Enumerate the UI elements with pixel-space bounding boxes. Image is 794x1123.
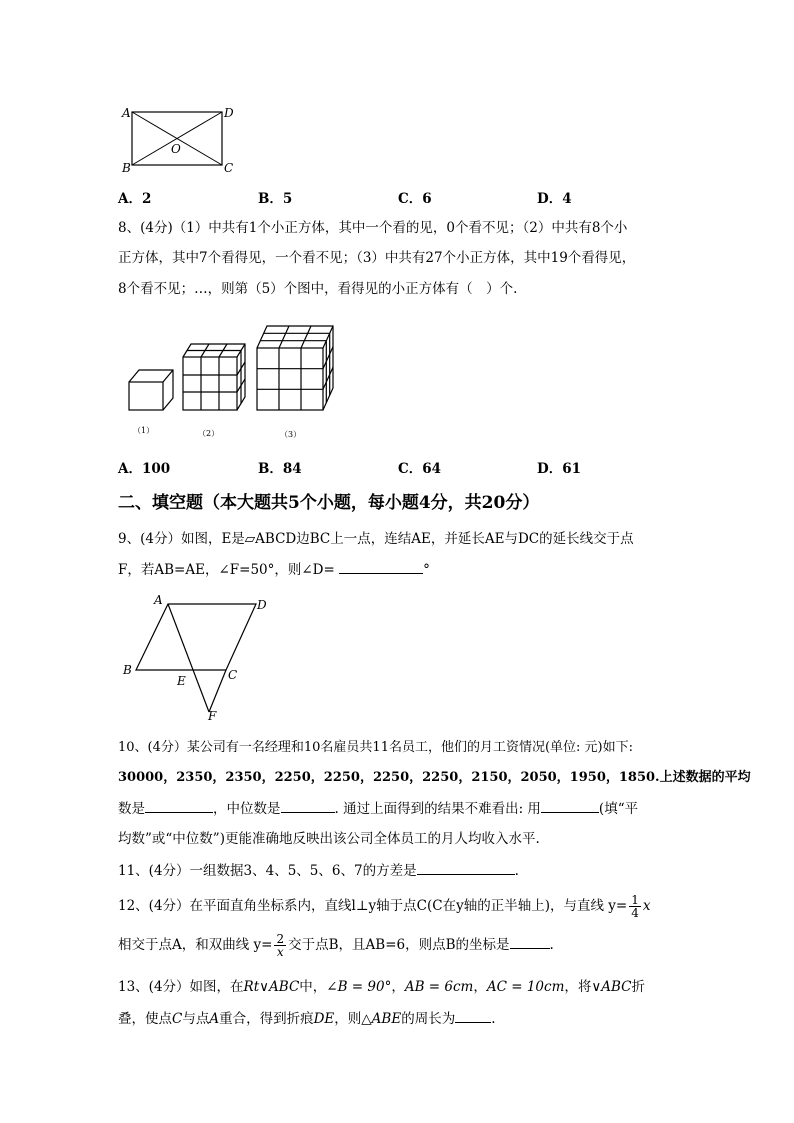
q13-text-i: 的周长为 xyxy=(401,1011,456,1027)
q11-text-b: . xyxy=(514,863,519,879)
q8-option-a: A．100 xyxy=(118,461,171,477)
q11-answer-blank[interactable] xyxy=(417,862,515,875)
q10-choice-blank[interactable] xyxy=(541,800,599,813)
q12-text-a: 12、(4分）在平面直角坐标系内，直线l⊥y轴于点C(C在y轴的正半轴上)，与直线 y= xyxy=(118,898,628,914)
q13-line-1: 13、(4分）如图，在Rt∨ABC中，∠B = 90°，AB = 6cm，AC = 10cm，将∨ABC折 xyxy=(118,979,646,995)
q9-parallelogram-figure xyxy=(118,592,283,722)
q12-frac1-den: 4 xyxy=(631,906,639,920)
q12-line-1 xyxy=(118,893,651,919)
q12-text-d: . xyxy=(549,937,554,953)
q12-frac1-num: 1 xyxy=(631,893,639,907)
section-2-title: 二、填空题（本大题共5个小题，每小题4分，共20分） xyxy=(118,493,540,513)
q12-line-2 xyxy=(118,932,554,958)
q13-ac: AC = 10cm xyxy=(486,979,565,995)
q7-label-c: C xyxy=(224,161,234,174)
q13-text-f: 与点 xyxy=(182,1011,210,1027)
q8-cube-label-3: （3） xyxy=(280,430,302,439)
q12-fraction-1 xyxy=(629,894,641,919)
q13-text-e: 叠，使点 xyxy=(118,1011,172,1027)
q8-option-b: B．84 xyxy=(258,461,302,477)
q13-point-c: C xyxy=(172,1011,183,1027)
q12-frac1-var: x xyxy=(642,898,651,914)
q13-answer-blank[interactable] xyxy=(455,1010,491,1023)
q9-text-b: ° xyxy=(423,562,430,578)
q13-text-j: . xyxy=(491,1011,496,1027)
q10-mean-blank[interactable] xyxy=(145,800,213,813)
q13-text-c: ，将 xyxy=(564,979,592,995)
q13-triangle: ∨ABC xyxy=(591,979,632,995)
cube-2 xyxy=(183,344,245,410)
q10-line-3 xyxy=(118,800,638,818)
q10-line-1: 10、(4分）某公司有一名经理和10名雇员共11名员工，他们的月工资情况(单位: 元)如下: xyxy=(118,740,634,755)
q13-text-d: 折 xyxy=(631,979,646,995)
q7-label-b: B xyxy=(122,161,131,174)
q12-frac2-num: 2 xyxy=(276,932,285,946)
q9-label-a: A xyxy=(154,593,163,607)
q7-option-b: B．5 xyxy=(258,191,293,207)
q7-option-a: A．2 xyxy=(118,191,152,207)
q8-option-c: C．64 xyxy=(398,461,442,477)
q9-text-a: F，若AB=AE，∠F=50°，则∠D= xyxy=(118,562,335,578)
q12-frac2-den: x xyxy=(276,945,284,959)
q7-option-c: C．6 xyxy=(398,191,432,207)
q9-label-c: C xyxy=(228,668,238,682)
q11-line xyxy=(118,862,519,880)
q13-text-h: ，则 xyxy=(334,1011,362,1027)
q8-line-2: 正方体，其中7个看得见，一个看不见；（3）中共有27个小正方体，其中19个看得见， xyxy=(118,250,636,266)
cube-1 xyxy=(129,370,173,410)
q10-line-4: 均数”或“中位数”)更能准确地反映出该公司全体员工的月人均收入水平. xyxy=(118,831,540,847)
q13-line-2 xyxy=(118,1010,496,1028)
q9-answer-blank[interactable] xyxy=(339,561,423,574)
cube-3 xyxy=(257,326,333,410)
q13-rt-triangle: Rt∨ABC xyxy=(243,979,300,995)
q7-label-a: A xyxy=(122,106,131,120)
q13-triangle-abe: △ABE xyxy=(361,1011,402,1027)
q12-answer-blank[interactable] xyxy=(510,936,550,949)
q9-label-f: F xyxy=(208,709,217,722)
q12-fraction-2 xyxy=(274,933,286,958)
q8-option-d: D．61 xyxy=(537,461,581,477)
q9-label-b: B xyxy=(123,663,132,677)
q10-text-a: 数是 xyxy=(118,801,145,817)
q7-label-d: D xyxy=(224,106,234,120)
q7-rectangle-figure xyxy=(118,102,238,174)
q7-label-o: O xyxy=(171,142,181,156)
q12-text-c: 交于点B，且AB=6，则点B的坐标是 xyxy=(288,937,510,953)
q7-option-d: D．4 xyxy=(537,191,572,207)
q10-text-c: . 通过上面得到的结果不难看出: 用 xyxy=(334,801,541,817)
q10-line-2: 30000，2350，2350，2250，2250，2250，2250，2150，2050，1950，1850.上述数据的平均 xyxy=(118,770,751,785)
q8-line-1: 8、(4分)（1）中共有1个小正方体，其中一个看的见，0个看不见；（2）中共有8个小 xyxy=(118,220,628,236)
q10-text-b: ，中位数是 xyxy=(213,801,281,817)
q13-text-b: 中， xyxy=(299,979,327,995)
q13-crease-de: DE xyxy=(313,1011,335,1027)
q9-label-d: D xyxy=(257,598,267,612)
q10-median-blank[interactable] xyxy=(281,800,335,813)
q13-ab: AB = 6cm xyxy=(404,979,474,995)
q13-angle-b: ∠B = 90° xyxy=(326,979,392,995)
q9-line-2 xyxy=(118,561,430,579)
q13-text-g: 重合，得到折痕 xyxy=(219,1011,314,1027)
q10-text-d: (填“平 xyxy=(598,801,639,817)
q12-text-b: 相交于点A，和双曲线 y= xyxy=(118,937,273,953)
q13-text-a: 13、(4分）如图，在 xyxy=(118,979,244,995)
q8-cube-figures xyxy=(125,320,345,420)
q8-cube-label-1: （1） xyxy=(133,426,155,435)
q8-cube-label-2: （2） xyxy=(198,429,220,438)
q11-text-a: 11、(4分）一组数据3、4、5、5、6、7的方差是 xyxy=(118,863,417,879)
q8-line-3: 8个看不见；…，则第（5）个图中，看得见的小正方体有（ ）个. xyxy=(118,281,518,297)
q9-label-e: E xyxy=(177,674,186,688)
q13-point-a: A xyxy=(209,1011,220,1027)
q9-line-1: 9、(4分）如图，E是▱ABCD边BC上一点，连结AE，并延长AE与DC的延长线交于点 xyxy=(118,531,634,547)
